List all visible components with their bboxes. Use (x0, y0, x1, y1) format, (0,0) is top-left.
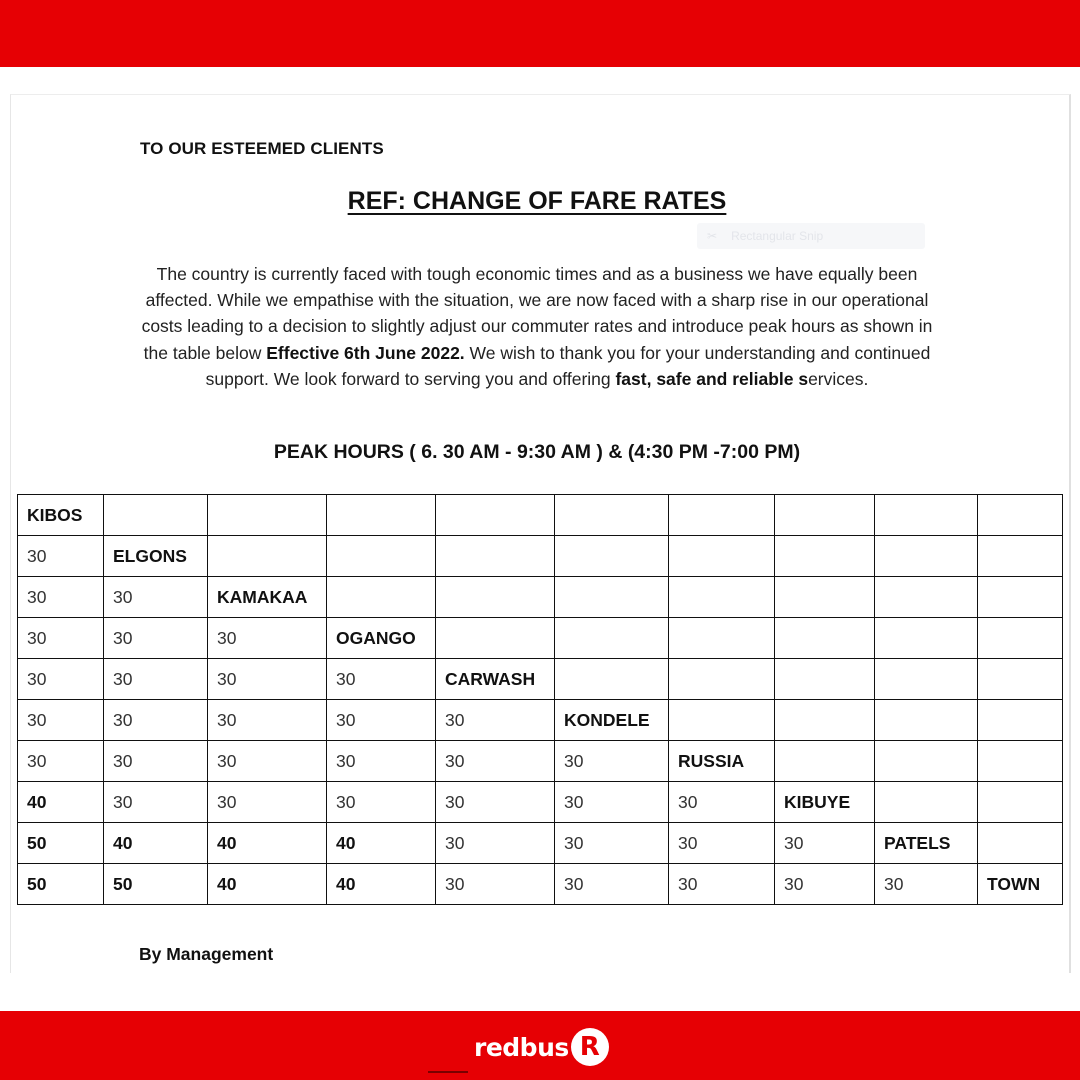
empty-cell (978, 618, 1063, 659)
fare-cell: 30 (436, 864, 555, 905)
fare-cell: 40 (208, 864, 327, 905)
fare-cell: 30 (208, 659, 327, 700)
empty-cell (555, 536, 669, 577)
fare-cell: 30 (18, 659, 104, 700)
fare-cell: 30 (18, 618, 104, 659)
logo-wordmark: redbus (474, 1032, 569, 1062)
empty-cell (875, 700, 978, 741)
stop-name: KIBOS (18, 495, 104, 536)
fare-cell: 30 (327, 782, 436, 823)
empty-cell (978, 741, 1063, 782)
empty-cell (555, 495, 669, 536)
fare-cell: 30 (208, 700, 327, 741)
fare-cell: 40 (208, 823, 327, 864)
fare-row (18, 864, 1063, 905)
empty-cell (669, 577, 775, 618)
stop-name: RUSSIA (669, 741, 775, 782)
empty-cell (978, 700, 1063, 741)
empty-cell (775, 700, 875, 741)
empty-cell (875, 741, 978, 782)
scissors-icon: ✂ (707, 229, 718, 243)
signoff: By Management (139, 944, 274, 964)
empty-cell (104, 495, 208, 536)
empty-cell (208, 495, 327, 536)
fare-row (18, 741, 1063, 782)
fare-cell: 30 (555, 864, 669, 905)
stop-name: KONDELE (555, 700, 669, 741)
fare-cell: 30 (669, 864, 775, 905)
fare-cell: 30 (18, 741, 104, 782)
fare-row (18, 618, 1063, 659)
empty-cell (978, 577, 1063, 618)
empty-cell (327, 536, 436, 577)
fare-cell: 40 (327, 823, 436, 864)
fare-row (18, 536, 1063, 577)
fare-cell: 30 (436, 700, 555, 741)
empty-cell (669, 495, 775, 536)
fare-row (18, 700, 1063, 741)
stop-name: PATELS (875, 823, 978, 864)
fare-cell: 30 (669, 823, 775, 864)
empty-cell (669, 536, 775, 577)
fare-table (17, 494, 1063, 905)
fare-cell: 30 (104, 618, 208, 659)
fare-cell: 30 (327, 700, 436, 741)
fare-cell: 30 (555, 823, 669, 864)
empty-cell (775, 536, 875, 577)
body-text-1: The country is currently faced with tough economic times and as a business we have equally been affected. While we empathise with the situation, we are now faced with a sharp rise in our operational costs leading to a decision to slightly adjust our commuter rates and introduce peak hours as shown in the table below (141, 264, 933, 363)
stop-name: TOWN (978, 864, 1063, 905)
body-text-2: We wish to thank you for your understanding and continued support. We look forward to serving you and offering (205, 342, 931, 389)
empty-cell (669, 659, 775, 700)
fare-row (18, 577, 1063, 618)
fare-cell: 30 (436, 741, 555, 782)
fare-cell: 40 (18, 782, 104, 823)
fare-cell: 30 (208, 618, 327, 659)
notice-title: REF: CHANGE OF FARE RATES (347, 187, 727, 215)
fare-cell: 30 (104, 782, 208, 823)
fare-row (18, 659, 1063, 700)
empty-cell (875, 495, 978, 536)
fare-cell: 30 (669, 782, 775, 823)
stop-name: KAMAKAA (208, 577, 327, 618)
notice-body (131, 261, 943, 392)
stop-name: OGANGO (327, 618, 436, 659)
empty-cell (327, 495, 436, 536)
service-promise: fast, safe and reliable s (615, 368, 809, 389)
fare-cell: 30 (875, 864, 978, 905)
empty-cell (436, 495, 555, 536)
fare-row (18, 782, 1063, 823)
empty-cell (555, 577, 669, 618)
fare-cell: 30 (208, 741, 327, 782)
effective-date: Effective 6th June 2022. (266, 342, 465, 363)
fare-cell: 50 (104, 864, 208, 905)
fare-cell: 30 (104, 700, 208, 741)
stop-name: CARWASH (436, 659, 555, 700)
empty-cell (775, 659, 875, 700)
fare-row (18, 823, 1063, 864)
empty-cell (555, 618, 669, 659)
fare-cell: 50 (18, 823, 104, 864)
redbus-logo (474, 1027, 609, 1067)
empty-cell (436, 618, 555, 659)
top-brand-bar (0, 0, 1080, 67)
fare-cell: 30 (775, 864, 875, 905)
fare-cell: 50 (18, 864, 104, 905)
fare-cell: 30 (436, 823, 555, 864)
fare-cell: 30 (775, 823, 875, 864)
empty-cell (875, 618, 978, 659)
empty-cell (555, 659, 669, 700)
empty-cell (775, 741, 875, 782)
empty-cell (669, 700, 775, 741)
empty-cell (327, 577, 436, 618)
fare-cell: 30 (18, 700, 104, 741)
fare-cell: 40 (327, 864, 436, 905)
fare-cell: 30 (436, 782, 555, 823)
fare-cell: 30 (327, 741, 436, 782)
decorative-line (428, 1071, 468, 1073)
empty-cell (875, 659, 978, 700)
fare-cell: 30 (104, 577, 208, 618)
notice-document (10, 94, 1071, 973)
empty-cell (775, 577, 875, 618)
stop-name: ELGONS (104, 536, 208, 577)
body-text-3: ervices. (808, 368, 869, 389)
stop-name: KIBUYE (775, 782, 875, 823)
empty-cell (978, 659, 1063, 700)
empty-cell (978, 782, 1063, 823)
fare-cell: 30 (18, 577, 104, 618)
snip-tool-label: Rectangular Snip (731, 229, 824, 243)
empty-cell (208, 536, 327, 577)
empty-cell (436, 577, 555, 618)
logo-r-mark: R (571, 1028, 609, 1066)
empty-cell (875, 577, 978, 618)
empty-cell (669, 618, 775, 659)
empty-cell (775, 618, 875, 659)
empty-cell (775, 495, 875, 536)
salutation: TO OUR ESTEEMED CLIENTS (140, 139, 384, 158)
fare-row (18, 495, 1063, 536)
empty-cell (875, 782, 978, 823)
empty-cell (875, 536, 978, 577)
peak-hours-heading: PEAK HOURS ( 6. 30 AM - 9:30 AM ) & (4:30 PM -7:00 PM) (273, 441, 801, 463)
fare-cell: 30 (327, 659, 436, 700)
empty-cell (436, 536, 555, 577)
bottom-brand-bar (0, 1011, 1080, 1080)
empty-cell (978, 495, 1063, 536)
empty-cell (978, 823, 1063, 864)
fare-cell: 30 (555, 741, 669, 782)
fare-cell: 40 (104, 823, 208, 864)
fare-cell: 30 (104, 659, 208, 700)
fare-cell: 30 (555, 782, 669, 823)
snip-tool-overlay (697, 223, 925, 249)
fare-cell: 30 (208, 782, 327, 823)
fare-cell: 30 (18, 536, 104, 577)
fare-cell: 30 (104, 741, 208, 782)
empty-cell (978, 536, 1063, 577)
